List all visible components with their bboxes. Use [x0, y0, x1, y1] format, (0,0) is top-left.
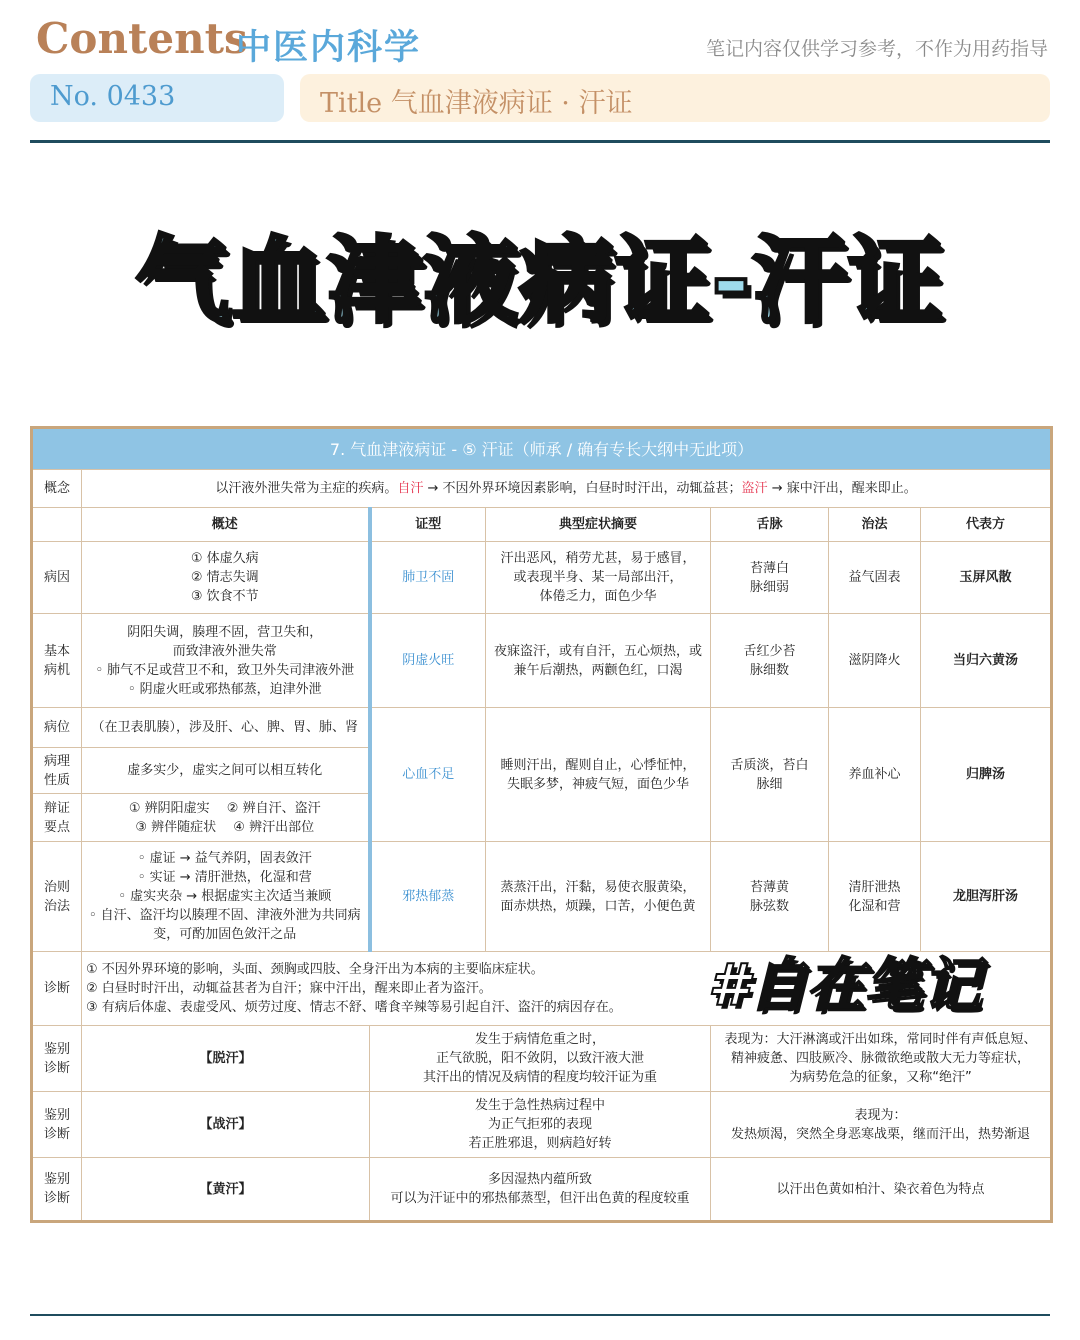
syndrome-symptoms	[486, 542, 711, 614]
mechanism-line: ◦ 肺气不足或营卫不和，致卫外失司津液外泄	[95, 662, 355, 678]
differentiation-line: ③ 辨伴随症状 ④ 辨汗出部位	[135, 819, 315, 835]
syndrome-formula: 玉屏风散	[921, 542, 1052, 614]
syndrome-treatment: 滋阴降火	[829, 614, 921, 708]
rule-line: 变，可酌加固色敛汗之品	[153, 927, 297, 942]
tongue-line: 苔薄白	[749, 560, 789, 576]
row-label-line: 鉴别	[43, 1172, 70, 1187]
nature-cell: 虚多实少，虚实之间可以相互转化	[82, 748, 370, 794]
page-title: 气血津液病证-汗证	[135, 227, 945, 336]
row-label-treatment-rule	[32, 842, 82, 952]
title-label: Title 气血津液病证 · 汗证	[320, 88, 633, 119]
differential-desc-line: 若正胜邪退，则病趋好转	[468, 1136, 612, 1151]
row-label-mechanism	[32, 614, 82, 708]
differential-features	[711, 1092, 1052, 1158]
row-label-line: 诊断	[43, 1060, 70, 1076]
symptom-line: 夜寐盗汗，或有自汗，五心烦热，或	[493, 643, 702, 659]
header-symptoms: 典型症状摘要	[486, 508, 711, 542]
watermark-stamp: #自在笔记	[708, 951, 981, 1019]
diagnosis-line: ③ 有病后体虚、表虚受风、烦劳过度、情志不舒、嗜食辛辣等易引起自汗、盗汗的病因存在。	[86, 1000, 622, 1015]
daohan-term: 盗汗	[741, 481, 768, 496]
syndrome-name: 邪热郁蒸	[370, 842, 486, 952]
syndrome-tongue	[711, 542, 829, 614]
differential-feature-line: 发热烦渴，突然全身恶寒战栗，继而汗出，热势渐退	[731, 1126, 1031, 1142]
header-syndrome: 证型	[370, 508, 486, 542]
rule-line: ◦ 实证 → 清肝泄热，化湿和营	[137, 870, 312, 885]
tongue-line: 苔薄黄	[749, 879, 789, 895]
mechanism-cell	[82, 614, 370, 708]
differentiation-line: ① 辨阴阳虚实 ② 辨自汗、盗汗	[128, 800, 321, 816]
differential-desc-line: 为正气拒邪的表现	[487, 1117, 592, 1132]
differential-desc-line: 可以为汗证中的邪热郁蒸型，但汗出色黄的程度较重	[390, 1191, 690, 1206]
pulse-line: 脉弦数	[749, 898, 789, 914]
diagnosis-line: ② 白昼时时汗出，动辄益甚者为自汗；寐中汗出，醒来即止者为盗汗。	[86, 981, 492, 996]
differential-name: 【黄汗】	[82, 1158, 370, 1222]
symptom-line: 蒸蒸汗出，汗黏，易使衣服黄染，	[500, 879, 696, 895]
syndrome-formula: 当归六黄汤	[921, 614, 1052, 708]
differential-desc-line: 其汗出的情况及病情的程度均较汗证为重	[422, 1070, 657, 1085]
differential-features	[711, 1026, 1052, 1092]
symptom-line: 面赤烘热，烦躁，口苦，小便色黄	[500, 898, 696, 914]
notes-table-container	[30, 426, 1050, 1223]
differential-feature-line: 表现为：大汗淋漓或汗出如珠，常同时伴有声低息短、	[724, 1032, 1037, 1047]
header-divider	[30, 140, 1050, 143]
header-formula: 代表方	[921, 508, 1052, 542]
syndrome-symptoms	[486, 842, 711, 952]
syndrome-formula: 龙胆泻肝汤	[921, 842, 1052, 952]
symptom-line: 失眠多梦，神疲气短，面色少华	[506, 776, 689, 792]
symptom-line: 睡则汗出，醒则自止，心悸怔忡，	[500, 757, 696, 773]
row-label-nature	[32, 748, 82, 794]
pulse-line: 脉细弱	[749, 579, 789, 595]
differential-description	[370, 1092, 711, 1158]
pulse-line: 脉细	[756, 776, 783, 792]
header-disclaimer: 笔记内容仅供学习参考，不作为用药指导	[705, 38, 1048, 60]
differential-feature-line: 表现为：	[854, 1107, 907, 1123]
syndrome-symptoms	[486, 614, 711, 708]
cause-cell	[82, 542, 370, 614]
concept-post: → 寐中汗出，醒来即止。	[767, 481, 917, 496]
tongue-line: 舌质淡，苔白	[730, 757, 809, 773]
differential-description	[370, 1026, 711, 1092]
table-banner: 7. 气血津液病证 - ⑤ 汗证（师承 / 确有专长大纲中无此项）	[32, 428, 1052, 470]
differential-desc-line: 多因湿热内蕴所致	[487, 1172, 592, 1187]
differential-feature-line: 为病势危急的征象，又称“绝汗”	[789, 1070, 972, 1085]
syndrome-name: 阴虚火旺	[370, 614, 486, 708]
header-contents: Contents	[36, 14, 248, 63]
title-badge	[300, 74, 1050, 122]
row-label-line: 治法	[43, 898, 70, 914]
concept-label: 概念	[32, 470, 82, 508]
syndrome-tongue	[711, 842, 829, 952]
row-label-differential	[32, 1158, 82, 1222]
corner-cell	[32, 508, 82, 542]
syndrome-tongue	[711, 708, 829, 842]
syndrome-formula: 归脾汤	[921, 708, 1052, 842]
syndrome-treatment	[829, 842, 921, 952]
differential-name: 【脱汗】	[82, 1026, 370, 1092]
differential-feature-line: 精神疲惫、四肢厥冷、脉微欲绝或散大无力等症状，	[731, 1051, 1031, 1066]
symptom-line: 或表现半身、某一局部出汗，	[513, 570, 683, 585]
tongue-line: 舌红少苔	[743, 643, 796, 659]
number-label: No. 0433	[50, 81, 176, 112]
mechanism-line: ◦ 阴虚火旺或邪热郁蒸，迫津外泄	[127, 681, 322, 697]
location-cell: （在卫表肌腠），涉及肝、心、脾、胃、肺、肾	[82, 708, 370, 748]
cause-line: ① 体虚久病	[190, 551, 259, 566]
row-label-differential	[32, 1092, 82, 1158]
treatment-line: 清肝泄热	[848, 879, 901, 895]
syndrome-symptoms	[486, 708, 711, 842]
differential-features: 以汗出色黄如柏汁、染衣着色为特点	[711, 1158, 1052, 1222]
mechanism-line: 阴阳失调，腠理不固，营卫失和，	[127, 624, 323, 640]
row-label-line: 病机	[43, 662, 70, 678]
row-label-line: 辩证	[43, 800, 70, 816]
cause-line: ② 情志失调	[190, 570, 259, 585]
diagnosis-line: ① 不因外界环境的影响，头面、颈胸或四肢、全身汗出为本病的主要临床症状。	[86, 962, 544, 977]
differential-description	[370, 1158, 711, 1222]
notes-table	[30, 426, 1053, 1223]
row-label-line: 诊断	[43, 1191, 70, 1206]
header-subject: 中医内科学	[236, 28, 422, 68]
header-overview: 概述	[82, 508, 370, 542]
syndrome-tongue	[711, 614, 829, 708]
number-badge	[30, 74, 284, 122]
treatment-rule-cell	[82, 842, 370, 952]
row-label-line: 诊断	[43, 1126, 70, 1142]
rule-line: ◦ 虚证 → 益气养阴，固表敛汗	[137, 851, 312, 866]
symptom-line: 汗出恶风，稍劳尤甚，易于感冒，	[500, 551, 696, 566]
row-label-line: 性质	[43, 772, 70, 788]
differential-desc-line: 发生于急性热病过程中	[474, 1098, 605, 1113]
cause-line: ③ 饮食不节	[190, 589, 259, 604]
differentiation-cell	[82, 794, 370, 842]
row-label-line: 治则	[43, 879, 70, 895]
row-label-line: 病理	[43, 753, 70, 769]
row-label-line: 要点	[43, 819, 70, 835]
footer-divider	[30, 1314, 1050, 1316]
row-label-differential	[32, 1026, 82, 1092]
rule-line: ◦ 虚实夹杂 → 根据虚实主次适当兼顾	[118, 889, 332, 904]
rule-line: ◦ 自汗、盗汗均以腠理不固、津液外泄为共同病	[88, 908, 361, 923]
symptom-line: 兼午后潮热，两颧色红，口渴	[513, 662, 683, 678]
syndrome-name: 肺卫不固	[370, 542, 486, 614]
syndrome-treatment: 益气固表	[829, 542, 921, 614]
zihan-term: 自汗	[397, 481, 424, 496]
treatment-line: 化湿和营	[848, 898, 901, 914]
row-label-diagnosis: 诊断	[32, 952, 82, 1026]
concept-text	[82, 470, 1052, 508]
differential-desc-line: 发生于病情危重之时，	[474, 1032, 605, 1047]
row-label-line: 鉴别	[43, 1041, 70, 1057]
differential-desc-line: 正气欲脱，阳不敛阴，以致汗液大泄	[435, 1051, 644, 1066]
syndrome-treatment: 养血补心	[829, 708, 921, 842]
differential-name: 【战汗】	[82, 1092, 370, 1158]
pulse-line: 脉细数	[749, 662, 789, 678]
concept-pre: 以汗液外泄失常为主症的疾病。	[215, 481, 398, 496]
concept-mid: → 不因外界环境因素影响，白昼时时汗出，动辄益甚；	[423, 481, 742, 496]
symptom-line: 体倦乏力，面色少华	[539, 589, 657, 604]
row-label-differentiation	[32, 794, 82, 842]
mechanism-line: 而致津液外泄失常	[172, 643, 277, 659]
header-treatment: 治法	[829, 508, 921, 542]
row-label-cause: 病因	[32, 542, 82, 614]
row-label-location: 病位	[32, 708, 82, 748]
header-tongue: 舌脉	[711, 508, 829, 542]
syndrome-name: 心血不足	[370, 708, 486, 842]
row-label-line: 鉴别	[43, 1107, 70, 1123]
row-label-line: 基本	[43, 643, 70, 659]
